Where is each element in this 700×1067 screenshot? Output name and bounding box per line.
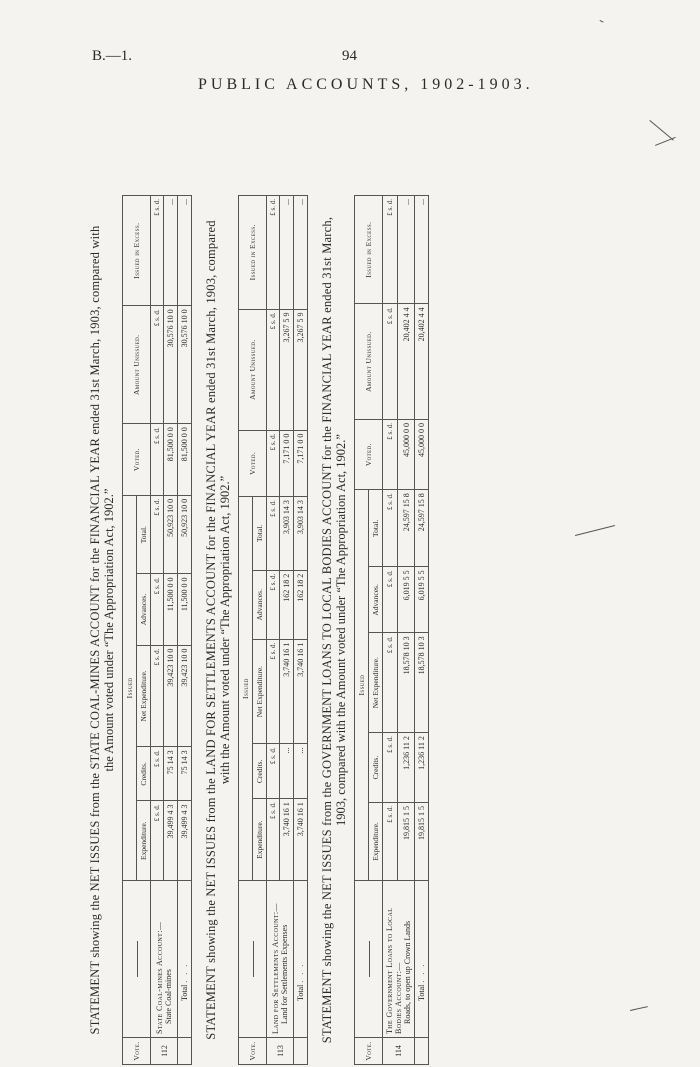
scan-mark: [600, 20, 604, 23]
total-label: Total ...: [415, 881, 429, 1038]
cell-amount-unissued: 30,576 10 0: [164, 306, 178, 424]
col-expenditure: Expenditure.: [253, 799, 267, 881]
cell-credits: 1,236 11 2: [398, 733, 415, 803]
col-voted: Voted.: [123, 424, 151, 496]
total-label-text: Total: [180, 984, 189, 1001]
account-description: [267, 881, 294, 1038]
units-label: £ s. d.: [267, 196, 280, 310]
total-row: [415, 196, 429, 1065]
units-label: £ s. d.: [383, 490, 398, 567]
units-label: £ s. d.: [383, 304, 398, 420]
col-advances: Advances.: [137, 574, 151, 645]
statement-table: [122, 195, 192, 1065]
total-expenditure: 19,815 1 5: [415, 802, 429, 880]
statement-table: [238, 195, 308, 1065]
total-amount-unissued: 20,402 4 4: [415, 304, 429, 420]
statement-heading-line: 1903, compared with the Amount voted under “The Appropriation Act, 1902.”: [334, 434, 348, 826]
statement-heading-line: with the Amount voted under “The Appropriation Act, 1902.”: [218, 475, 232, 785]
cell-voted: 7,171 0 0: [280, 430, 294, 496]
vote-number: 112: [151, 1038, 178, 1065]
units-label: £ s. d.: [383, 420, 398, 490]
col-net-expenditure: Net Expenditure.: [253, 639, 267, 744]
cell-issued-in-excess: ...: [280, 196, 294, 310]
cell-total: 50,923 10 0: [164, 495, 178, 574]
scan-mark: [655, 137, 675, 146]
units-label: £ s. d.: [151, 747, 164, 801]
units-label: £ s. d.: [151, 645, 164, 747]
col-issued: Issued: [355, 490, 369, 881]
units-label: £ s. d.: [151, 196, 164, 306]
vote-number-empty: [178, 1038, 192, 1065]
statement-heading: [204, 195, 232, 1065]
col-amount-unissued: Amount Unissued.: [355, 304, 383, 420]
units-label: £ s. d.: [383, 733, 398, 803]
cell-total: 3,903 14 3: [280, 497, 294, 571]
total-advances: 162 18 2: [294, 570, 308, 639]
total-label: Total ...: [178, 881, 192, 1038]
units-label: £ s. d.: [151, 574, 164, 645]
table-row: [383, 196, 398, 1065]
total-net-expenditure: 18,578 10 3: [415, 633, 429, 733]
col-expenditure: Expenditure.: [369, 802, 383, 880]
total-expenditure: 3,740 16 1: [294, 799, 308, 881]
statement-heading: [88, 195, 116, 1065]
rotated-statements: [88, 195, 633, 1065]
statement-heading-line: the Amount voted under “The Appropriation Act, 1902.”: [102, 488, 116, 772]
col-net-expenditure: Net Expenditure.: [369, 633, 383, 733]
col-issued-in-excess: Issued in Excess.: [239, 196, 267, 310]
page-title: PUBLIC ACCOUNTS, 1902-1903.: [198, 76, 534, 93]
cell-credits: 75 14 3: [164, 747, 178, 801]
cell-advances: 11,500 0 0: [164, 574, 178, 645]
cell-advances: 6,019 5 5: [398, 567, 415, 633]
col-vote: Vote.: [355, 1038, 383, 1065]
statement-table: [354, 195, 429, 1065]
page-reference: B.—1.: [92, 48, 133, 64]
total-voted: 81,500 0 0: [178, 424, 192, 496]
total-advances: 11,500 0 0: [178, 574, 192, 645]
item-label: Land for Settlements Expenses: [280, 924, 289, 1024]
account-description: [383, 881, 415, 1038]
units-label: £ s. d.: [383, 802, 398, 880]
units-label: £ s. d.: [267, 639, 280, 744]
item-label: State Coal-mines: [164, 969, 173, 1024]
cell-net-expenditure: 18,578 10 3: [398, 633, 415, 733]
total-amount-unissued: 30,576 10 0: [178, 306, 192, 424]
total-credits: ...: [294, 744, 308, 799]
units-label: £ s. d.: [267, 497, 280, 571]
total-total: 3,903 14 3: [294, 497, 308, 571]
col-advances: Advances.: [369, 567, 383, 633]
cell-advances: 162 18 2: [280, 570, 294, 639]
col-voted: Voted.: [355, 420, 383, 490]
total-expenditure: 39,499 4 3: [178, 801, 192, 881]
cell-expenditure: 39,499 4 3: [164, 801, 178, 881]
table-row: [267, 196, 280, 1065]
col-issued-in-excess: Issued in Excess.: [355, 196, 383, 304]
col-description: [123, 881, 151, 1038]
account-label: State Coal-mines Account:—: [155, 921, 164, 1034]
account-label: Land for Settlements Account:—: [271, 903, 280, 1034]
col-credits: Credits.: [137, 747, 151, 801]
total-label-text: Total: [296, 984, 305, 1001]
cell-voted: 45,000 0 0: [398, 420, 415, 490]
total-credits: 75 14 3: [178, 747, 192, 801]
units-label: £ s. d.: [267, 799, 280, 881]
col-vote: Vote.: [123, 1038, 151, 1065]
total-net-expenditure: 3,740 16 1: [294, 639, 308, 744]
table-row: [151, 196, 164, 1065]
item-label: Roads, to open up Crown Lands: [403, 920, 412, 1024]
units-label: £ s. d.: [383, 633, 398, 733]
statement-heading-line: STATEMENT showing the NET ISSUES from the LAND FOR SETTLEMENTS ACCOUNT for the FINANCIAL YEAR ended 31st March, 1903, compared: [204, 220, 218, 1040]
units-label: £ s. d.: [151, 306, 164, 424]
total-amount-unissued: 3,267 5 9: [294, 309, 308, 430]
units-label: £ s. d.: [383, 567, 398, 633]
cell-credits: ...: [280, 744, 294, 799]
col-issued: Issued: [123, 495, 137, 880]
cell-net-expenditure: 3,740 16 1: [280, 639, 294, 744]
cell-amount-unissued: 20,402 4 4: [398, 304, 415, 420]
col-credits: Credits.: [369, 733, 383, 803]
vote-number: 113: [267, 1038, 294, 1065]
col-amount-unissued: Amount Unissued.: [123, 306, 151, 424]
col-description: [355, 881, 383, 1038]
vote-number: 114: [383, 1038, 415, 1065]
statement-heading-line: STATEMENT showing the NET ISSUES from the STATE COAL-MINES ACCOUNT for the FINANCIAL YEAR ended 31st March, 1903, compared with: [88, 225, 102, 1035]
col-total: Total.: [369, 490, 383, 567]
cell-expenditure: 3,740 16 1: [280, 799, 294, 881]
col-amount-unissued: Amount Unissued.: [239, 309, 267, 430]
col-issued: Issued: [239, 497, 253, 881]
vote-number-empty: [415, 1038, 429, 1065]
total-row: [178, 196, 192, 1065]
vote-number-empty: [294, 1038, 308, 1065]
units-label: £ s. d.: [267, 744, 280, 799]
cell-issued-in-excess: ...: [398, 196, 415, 304]
page-number: 94: [342, 48, 357, 64]
units-label: £ s. d.: [267, 430, 280, 496]
account-description: [151, 881, 178, 1038]
statement-heading-line: STATEMENT showing the NET ISSUES from the GOVERNMENT LOANS TO LOCAL BODIES ACCOUNT for the FINANCIAL YEAR ended 31st March,: [320, 216, 334, 1044]
total-voted: 45,000 0 0: [415, 420, 429, 490]
units-label: £ s. d.: [151, 495, 164, 574]
col-issued-in-excess: Issued in Excess.: [123, 196, 151, 306]
total-issued-in-excess: ...: [178, 196, 192, 306]
total-net-expenditure: 39,423 10 0: [178, 645, 192, 747]
cell-expenditure: 19,815 1 5: [398, 802, 415, 880]
units-label: £ s. d.: [267, 570, 280, 639]
statement-heading: [320, 195, 348, 1065]
col-total: Total.: [253, 497, 267, 571]
units-label: £ s. d.: [151, 424, 164, 496]
col-credits: Credits.: [253, 744, 267, 799]
total-total: 24,597 15 8: [415, 490, 429, 567]
total-advances: 6,019 5 5: [415, 567, 429, 633]
col-voted: Voted.: [239, 430, 267, 496]
cell-voted: 81,500 0 0: [164, 424, 178, 496]
total-issued-in-excess: ...: [294, 196, 308, 310]
total-voted: 7,171 0 0: [294, 430, 308, 496]
cell-net-expenditure: 39,423 10 0: [164, 645, 178, 747]
total-credits: 1,236 11 2: [415, 733, 429, 803]
total-total: 50,923 10 0: [178, 495, 192, 574]
total-row: [294, 196, 308, 1065]
col-description: [239, 881, 267, 1038]
cell-total: 24,597 15 8: [398, 490, 415, 567]
col-net-expenditure: Net Expenditure.: [137, 645, 151, 747]
total-label: Total ...: [294, 881, 308, 1038]
col-vote: Vote.: [239, 1038, 267, 1065]
total-label-text: Total: [417, 984, 426, 1001]
col-expenditure: Expenditure.: [137, 801, 151, 881]
units-label: £ s. d.: [383, 196, 398, 304]
col-total: Total.: [137, 495, 151, 574]
cell-issued-in-excess: ...: [164, 196, 178, 306]
total-issued-in-excess: ...: [415, 196, 429, 304]
units-label: £ s. d.: [267, 309, 280, 430]
account-label: The Government Loans to Local Bodies Account:—: [385, 907, 403, 1034]
units-label: £ s. d.: [151, 801, 164, 881]
cell-amount-unissued: 3,267 5 9: [280, 309, 294, 430]
col-advances: Advances.: [253, 570, 267, 639]
